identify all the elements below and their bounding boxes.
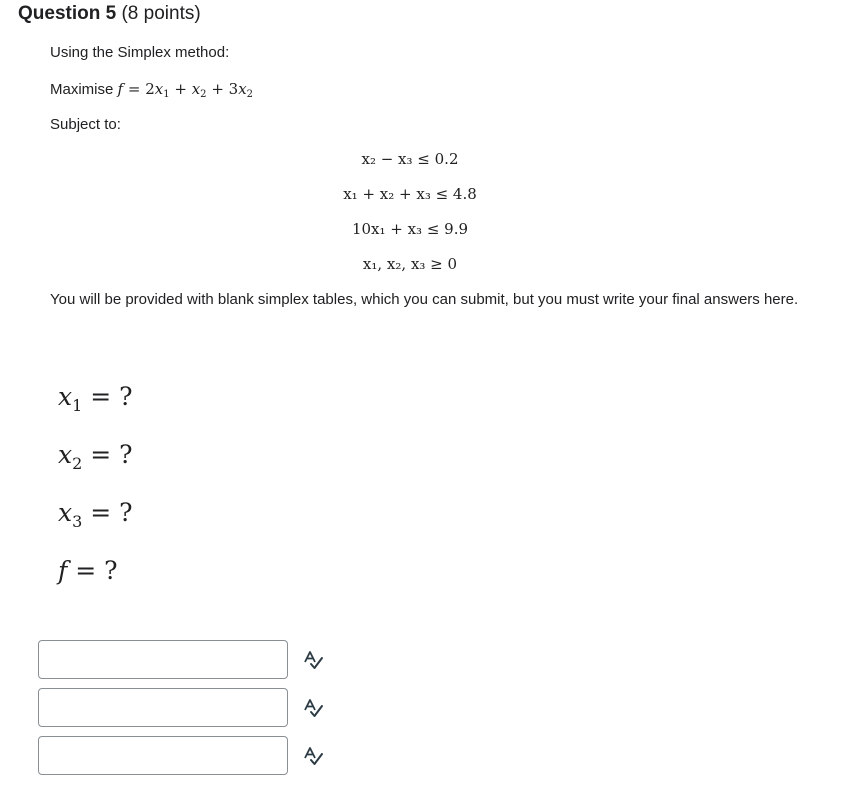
- spellcheck-icon[interactable]: [302, 697, 324, 719]
- answer-input-1[interactable]: [38, 640, 288, 679]
- instructions-text: You will be provided with blank simplex tables, which you can submit, but you must write your final answers here.: [50, 291, 799, 308]
- answer-x2: $x_2$ = ?: [58, 440, 133, 473]
- constraint-1: x₂ − x₃ ≤ 0.2: [361, 150, 459, 168]
- constraint-nonneg: x₁, x₂, x₃ ≥ 0: [362, 255, 458, 273]
- objective-expression: $f = 2x_1 + x_2 + 3x_2$: [117, 80, 254, 100]
- answer-x1: $x_1$ = ?: [58, 382, 133, 415]
- spellcheck-icon[interactable]: [302, 649, 324, 671]
- intro-text: Using the Simplex method:: [50, 44, 230, 61]
- objective-label: Maximise: [50, 81, 114, 98]
- question-title: Question 5: [18, 3, 117, 24]
- answer-input-2[interactable]: [38, 688, 288, 727]
- answer-x3: $x_3$ = ?: [58, 498, 133, 531]
- constraint-2: x₁ + x₂ + x₃ ≤ 4.8: [343, 185, 477, 203]
- constraint-3: 10x₁ + x₃ ≤ 9.9: [351, 220, 469, 238]
- question-header: [18, 2, 201, 26]
- answer-input-3[interactable]: [38, 736, 288, 775]
- objective-line: [50, 78, 253, 101]
- answer-f: f = ?: [58, 556, 118, 585]
- question-points: (8 points): [121, 3, 201, 24]
- subject-to-label: Subject to:: [50, 116, 121, 133]
- spellcheck-icon[interactable]: [302, 745, 324, 767]
